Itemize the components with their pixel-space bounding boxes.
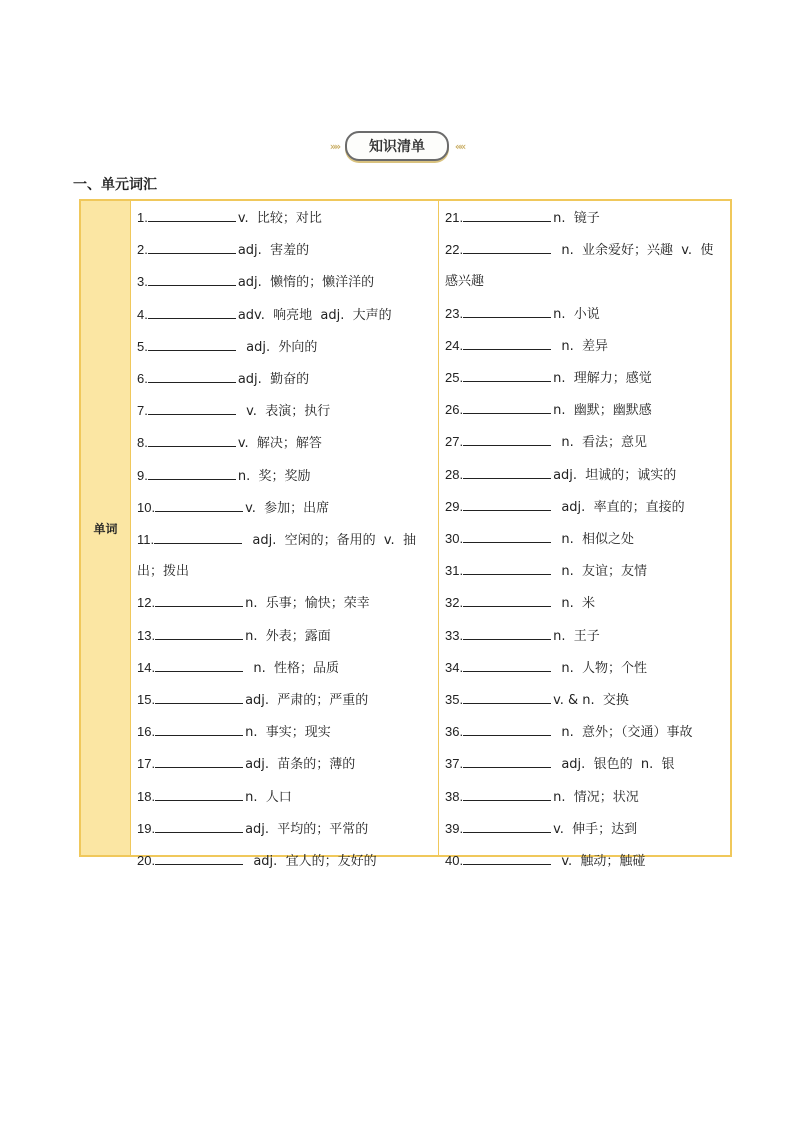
entry-definition: n. 王子 xyxy=(553,628,600,644)
entry-definition: n. 米 xyxy=(553,596,595,612)
vocab-entry xyxy=(137,299,434,331)
vocab-entry xyxy=(137,427,434,459)
vocab-entry xyxy=(137,202,434,234)
right-chevrons-icon: «« xyxy=(455,139,465,153)
entry-number: 27. xyxy=(445,434,464,450)
entry-definition: n. 意外；（交通）事故 xyxy=(553,725,693,741)
entry-number: 30. xyxy=(445,531,464,547)
vocab-entry xyxy=(445,459,726,491)
entry-number: 3. xyxy=(137,274,148,290)
entry-definition: n. 外表；露面 xyxy=(245,628,331,644)
entry-number: 9. xyxy=(137,467,148,483)
entry-number: 16. xyxy=(137,724,156,740)
entry-definition: adj. 严肃的；严重的 xyxy=(245,693,369,709)
answer-blank[interactable] xyxy=(463,303,551,318)
vocab-entry xyxy=(137,331,434,363)
answer-blank[interactable] xyxy=(463,464,551,479)
answer-blank[interactable] xyxy=(463,560,551,575)
answer-blank[interactable] xyxy=(463,335,551,350)
vocab-entry xyxy=(137,781,434,813)
entry-number: 28. xyxy=(445,466,464,482)
vocab-entry xyxy=(445,813,726,845)
answer-blank[interactable] xyxy=(154,529,242,544)
vocab-entry xyxy=(445,781,726,813)
vocab-entry xyxy=(137,492,434,524)
entry-definition: n. 相似之处 xyxy=(553,532,634,548)
entry-number: 1. xyxy=(137,210,148,225)
entry-number: 19. xyxy=(137,820,156,836)
vocab-entry xyxy=(445,491,726,523)
vocab-entry xyxy=(137,813,434,845)
entry-number: 39. xyxy=(445,820,464,836)
entry-number: 20. xyxy=(137,853,156,869)
vocab-entry xyxy=(445,748,726,780)
right-column xyxy=(439,201,730,870)
entry-definition: adj. 懒惰的；懒洋洋的 xyxy=(237,275,375,291)
vocab-entry xyxy=(137,363,434,395)
vocab-entry xyxy=(445,426,726,458)
entry-definition: adj. 勤奋的 xyxy=(237,372,310,388)
answer-blank[interactable] xyxy=(463,496,551,511)
vocab-entry xyxy=(445,202,726,234)
vocab-entry xyxy=(445,394,726,426)
answer-blank[interactable] xyxy=(148,432,236,447)
entry-number: 38. xyxy=(445,788,464,804)
answer-blank[interactable] xyxy=(463,239,551,254)
answer-blank[interactable] xyxy=(463,625,551,640)
entry-definition: n. 理解力；感觉 xyxy=(553,371,652,387)
entry-definition: v. 比较；对比 xyxy=(237,211,322,226)
vocab-entry xyxy=(445,620,726,652)
entry-definition: adj. 率直的；直接的 xyxy=(553,499,685,515)
entry-definition: n. 事实；现实 xyxy=(245,725,331,741)
vocab-entry xyxy=(445,234,726,297)
answer-blank[interactable] xyxy=(155,850,243,865)
answer-blank[interactable] xyxy=(155,721,243,736)
entry-definition: v. 解决；解答 xyxy=(237,436,322,452)
vocab-entry xyxy=(445,523,726,555)
answer-blank[interactable] xyxy=(155,497,243,512)
answer-blank[interactable] xyxy=(463,367,551,382)
entry-number: 26. xyxy=(445,402,464,418)
answer-blank[interactable] xyxy=(155,786,243,801)
entry-number: 24. xyxy=(445,337,464,353)
entry-definition: adv. 响亮地 adj. 大声的 xyxy=(237,307,392,323)
entry-definition: adj. 坦诚的；诚实的 xyxy=(553,467,677,483)
answer-blank[interactable] xyxy=(148,207,236,222)
answer-blank[interactable] xyxy=(463,818,551,833)
entry-number: 22. xyxy=(445,242,464,258)
vocab-entry xyxy=(445,845,726,877)
entry-number: 15. xyxy=(137,692,156,708)
answer-blank[interactable] xyxy=(463,786,551,801)
entry-definition: adj. 宜人的；友好的 xyxy=(245,854,377,870)
entry-number: 21. xyxy=(445,210,464,225)
entry-definition: n. 看法；意见 xyxy=(553,435,647,451)
vocab-entry xyxy=(137,266,434,298)
entry-definition: n. 奖；奖励 xyxy=(237,468,311,484)
vocab-entry xyxy=(137,652,434,684)
vocab-entry xyxy=(137,684,434,716)
entry-definition: n. 性格；品质 xyxy=(245,660,339,676)
entry-definition: adj. 平均的；平常的 xyxy=(245,821,369,837)
entry-number: 2. xyxy=(137,242,148,258)
vocab-entry xyxy=(137,748,434,780)
entry-definition: v. 参加；出席 xyxy=(245,500,330,516)
left-column xyxy=(131,201,439,870)
entry-definition: v. 表演；执行 xyxy=(237,404,331,420)
vocab-entry xyxy=(445,652,726,684)
answer-blank[interactable] xyxy=(463,689,551,704)
entry-definition: n. 人物；个性 xyxy=(553,660,647,676)
entry-definition: v. 伸手；达到 xyxy=(553,821,638,837)
entry-number: 12. xyxy=(137,595,156,611)
entry-definition: n. 友谊；友情 xyxy=(553,564,647,580)
vocab-entry xyxy=(445,330,726,362)
answer-blank[interactable] xyxy=(148,239,236,254)
entry-number: 32. xyxy=(445,595,464,611)
answer-blank[interactable] xyxy=(463,721,551,736)
entry-number: 23. xyxy=(445,305,464,321)
answer-blank[interactable] xyxy=(148,304,236,319)
answer-blank[interactable] xyxy=(463,431,551,446)
entry-definition: n. 乐事；愉快；荣幸 xyxy=(245,596,370,612)
row-label: 单词 xyxy=(81,201,131,855)
answer-blank[interactable] xyxy=(155,753,243,768)
entry-definition: adj. 害羞的 xyxy=(237,243,310,259)
banner-title: 知识清单 xyxy=(345,131,449,161)
vocab-entry xyxy=(137,620,434,652)
entry-number: 37. xyxy=(445,756,464,772)
answer-blank[interactable] xyxy=(463,207,551,222)
answer-blank[interactable] xyxy=(148,368,236,383)
answer-blank[interactable] xyxy=(155,689,243,704)
entry-definition: v. 触动；触碰 xyxy=(553,854,646,870)
entry-definition: v. & n. 交换 xyxy=(553,693,629,709)
answer-blank[interactable] xyxy=(463,753,551,768)
vocab-entry xyxy=(137,716,434,748)
entry-number: 40. xyxy=(445,853,464,869)
answer-blank[interactable] xyxy=(463,399,551,414)
entry-definition: n. 幽默；幽默感 xyxy=(553,403,652,419)
answer-blank[interactable] xyxy=(463,592,551,607)
entry-definition: n. 人口 xyxy=(245,789,292,805)
vocab-entry xyxy=(137,524,434,587)
entry-number: 7. xyxy=(137,403,148,419)
entry-number: 35. xyxy=(445,692,464,708)
entry-number: 4. xyxy=(137,306,148,322)
entry-number: 5. xyxy=(137,338,148,354)
answer-blank[interactable] xyxy=(148,336,236,351)
entry-number: 8. xyxy=(137,435,148,451)
entry-number: 10. xyxy=(137,499,156,515)
entry-number: 33. xyxy=(445,627,464,643)
entry-definition: adj. 空闲的；备用的 v. 抽出；拨出 xyxy=(137,533,416,580)
entry-number: 6. xyxy=(137,371,148,387)
entry-number: 13. xyxy=(137,627,156,643)
answer-blank[interactable] xyxy=(463,850,551,865)
entry-number: 25. xyxy=(445,370,464,386)
vocab-entry xyxy=(137,395,434,427)
answer-blank[interactable] xyxy=(463,657,551,672)
vocab-entry xyxy=(445,298,726,330)
vocab-entry xyxy=(137,234,434,266)
vocab-entry xyxy=(445,716,726,748)
answer-blank[interactable] xyxy=(155,625,243,640)
answer-blank[interactable] xyxy=(155,657,243,672)
entry-number: 31. xyxy=(445,563,464,579)
vocab-entry xyxy=(445,684,726,716)
section-title: 一、单元词汇 xyxy=(73,177,157,193)
answer-blank[interactable] xyxy=(155,592,243,607)
vocab-entry xyxy=(445,362,726,394)
entry-number: 11. xyxy=(137,532,155,548)
entry-number: 34. xyxy=(445,659,464,675)
entry-number: 36. xyxy=(445,724,464,740)
vocab-entry xyxy=(445,555,726,587)
answer-blank[interactable] xyxy=(148,400,236,415)
entry-number: 29. xyxy=(445,498,464,514)
entry-number: 14. xyxy=(137,659,156,675)
entry-definition: adj. 外向的 xyxy=(237,339,318,355)
knowledge-list-banner xyxy=(0,130,794,162)
vocab-table xyxy=(79,199,732,870)
answer-blank[interactable] xyxy=(463,528,551,543)
vocab-entry xyxy=(137,460,434,492)
entry-number: 18. xyxy=(137,788,156,804)
entry-definition: adj. 银色的 n. 银 xyxy=(553,757,675,773)
entry-definition: n. 小说 xyxy=(553,306,600,322)
answer-blank[interactable] xyxy=(155,818,243,833)
vocab-entry xyxy=(137,587,434,619)
entry-number: 17. xyxy=(137,756,156,772)
left-chevrons-icon: »» xyxy=(329,139,339,153)
answer-blank[interactable] xyxy=(148,271,236,286)
vocab-entry xyxy=(137,845,434,877)
entry-definition: adj. 苗条的；薄的 xyxy=(245,757,356,773)
vocab-entry xyxy=(445,587,726,619)
answer-blank[interactable] xyxy=(148,465,236,480)
entry-definition: n. 情况；状况 xyxy=(553,789,639,805)
entry-definition: n. 业余爱好；兴趣 v. 使感兴趣 xyxy=(445,243,714,290)
entry-definition: n. 镜子 xyxy=(553,211,600,226)
entry-definition: n. 差异 xyxy=(553,338,608,354)
